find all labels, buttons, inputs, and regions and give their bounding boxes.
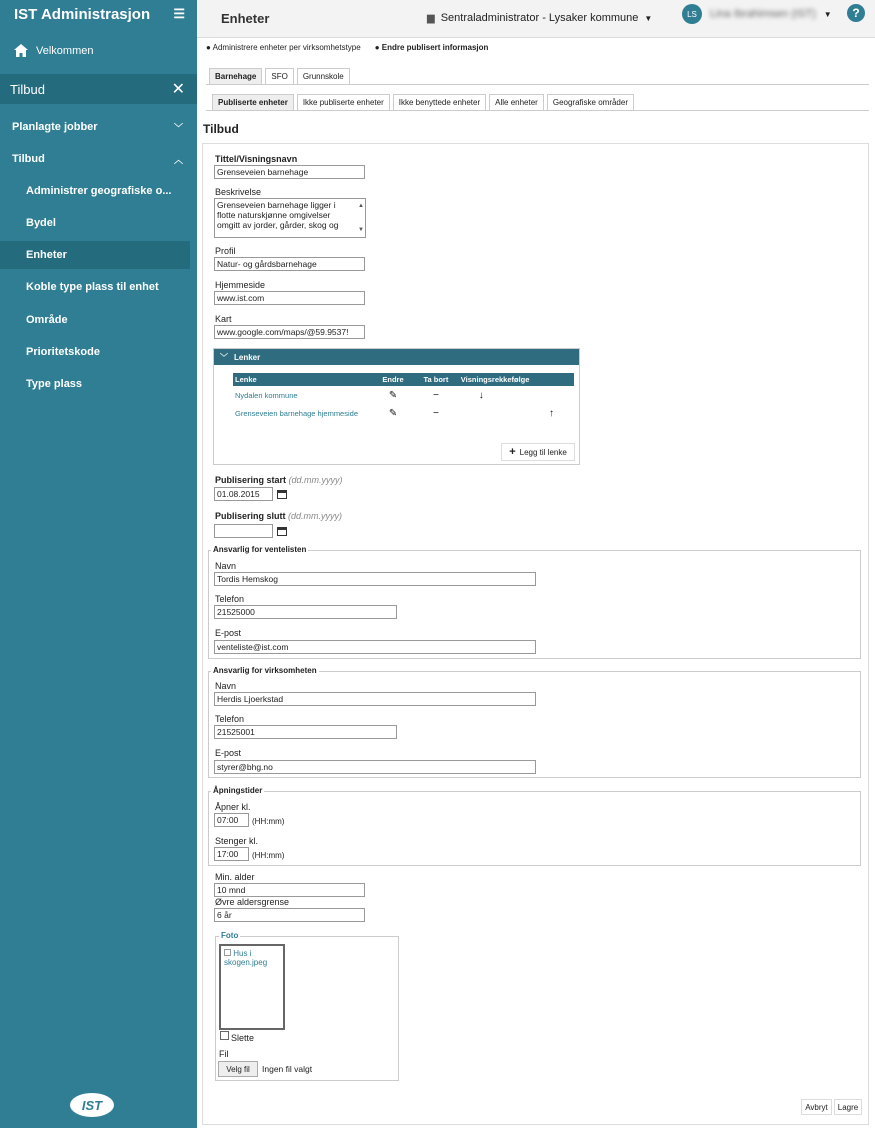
business-name-input[interactable]: Herdis Ljoerkstad [214, 692, 536, 706]
pub-start-input[interactable]: 01.08.2015 [214, 487, 273, 501]
links-table [233, 373, 574, 422]
business-email-input[interactable]: styrer@bhg.no [214, 760, 536, 774]
email-label: E-post [215, 748, 242, 758]
phone-label: Telefon [215, 714, 245, 724]
business-phone-input[interactable]: 21525001 [214, 725, 397, 739]
waitlist-legend: Ansvarlig for ventelisten [213, 545, 307, 554]
website-input[interactable]: www.ist.com [214, 291, 365, 305]
opens-label: Åpner kl. [215, 802, 251, 812]
pub-end-label [215, 511, 342, 521]
chevron-down-icon: ﹀ [220, 352, 228, 362]
name-label: Navn [215, 681, 237, 691]
map-label: Kart [215, 314, 232, 324]
org-selector[interactable] [427, 12, 652, 24]
user-menu[interactable] [682, 4, 832, 24]
links-panel [213, 348, 580, 465]
description-textarea[interactable] [214, 198, 366, 238]
sidebar-group-planned[interactable] [0, 113, 197, 141]
move-down-icon[interactable]: ↓ [478, 389, 484, 401]
building-icon: ▆ [427, 12, 435, 24]
sidebar-item-label: Type plass [26, 378, 83, 390]
waitlist-email-input[interactable]: venteliste@ist.com [214, 640, 536, 654]
add-link-label: Legg til lenke [519, 447, 567, 457]
chevron-up-icon: ︿ [173, 154, 183, 165]
divider [206, 110, 869, 111]
avatar: LS [682, 4, 702, 24]
caret-down-icon: ▼ [644, 13, 653, 23]
opens-input[interactable]: 07:00 [214, 813, 249, 827]
date-format-hint: (dd.mm.yyyy) [288, 475, 343, 485]
sidebar-item-label: Område [26, 314, 68, 326]
sidebar [0, 0, 197, 1128]
page-title: Enheter [221, 11, 270, 26]
sidebar-group-label: Tilbud [12, 153, 45, 165]
column-header: Visningsrekkefølge [459, 373, 574, 386]
hours-legend: Åpningstider [213, 786, 263, 795]
broken-image-icon [224, 949, 231, 956]
max-age-input[interactable]: 6 år [214, 908, 365, 922]
add-link-button[interactable] [501, 443, 575, 461]
tab-sfo[interactable]: SFO [265, 68, 293, 84]
collapse-menu-icon[interactable]: ☰ [173, 6, 185, 21]
ist-logo: IST [70, 1093, 114, 1117]
calendar-icon[interactable] [277, 527, 287, 536]
links-panel-header[interactable] [214, 349, 579, 365]
section-title: Tilbud [203, 122, 239, 136]
textarea-scrollbar[interactable]: ▲ ▼ [358, 203, 364, 233]
unit-tabs [212, 94, 634, 110]
phone-label: Telefon [215, 594, 245, 604]
pub-start-label [215, 475, 343, 485]
min-age-label: Min. alder [215, 872, 255, 882]
photo-legend: Foto [221, 931, 239, 940]
sidebar-item-label: Prioritetskode [26, 346, 100, 358]
sidebar-item-enheter[interactable] [0, 241, 190, 269]
hours-fieldset [208, 791, 861, 866]
move-up-icon[interactable]: ↑ [549, 407, 554, 419]
time-format-hint: (HH:mm) [252, 851, 285, 860]
photo-image [219, 944, 285, 1030]
user-name: Lina Ibrahimsen (IST) [710, 8, 816, 20]
sidebar-item-omrade[interactable] [0, 306, 190, 334]
profile-label: Profil [215, 246, 236, 256]
pub-start-label-text: Publisering start [215, 475, 287, 485]
email-label: E-post [215, 628, 242, 638]
type-tabs [209, 68, 350, 84]
save-button[interactable]: Lagre [834, 1099, 862, 1115]
sidebar-section-tilbud[interactable] [0, 74, 197, 104]
time-format-hint: (HH:mm) [252, 817, 285, 826]
radio-label: Administrere enheter per virksomhetstype [212, 43, 361, 52]
sidebar-item-label: Koble type plass til enhet [26, 281, 159, 293]
column-header: Lenke [233, 373, 373, 386]
delete-label: Slette [231, 1033, 255, 1043]
mode-radio-group [206, 43, 488, 52]
tab-barnehage[interactable]: Barnehage [209, 68, 262, 84]
column-header: Ta bort [413, 373, 459, 386]
sidebar-item-prioritetskode[interactable] [0, 338, 190, 366]
no-file-text: Ingen fil valgt [262, 1064, 313, 1074]
org-name: Sentraladministrator - Lysaker kommune [440, 12, 639, 24]
link-name[interactable]: Grenseveien barnehage hjemmeside [235, 408, 358, 418]
plus-icon: + [509, 446, 516, 458]
radio-admin-types[interactable]: ● Administrere enheter per virksomhetstype [206, 43, 361, 52]
description-label: Beskrivelse [215, 187, 262, 197]
map-input[interactable]: www.google.com/maps/@59.9537! [214, 325, 365, 339]
radio-label: Endre publisert informasjon [381, 43, 489, 52]
name-label: Navn [215, 561, 237, 571]
radio-edit-published[interactable]: ● Endre publisert informasjon [374, 43, 489, 52]
tab-geo-areas[interactable]: Geografiske områder [547, 94, 634, 110]
description-line: flotte naturskjønne omgivelser [217, 210, 331, 220]
sidebar-group-offers[interactable] [0, 145, 197, 173]
description-line: Grenseveien barnehage ligger i [217, 200, 336, 210]
closes-label: Stenger kl. [215, 836, 259, 846]
link-name[interactable]: Nydalen kommune [235, 390, 298, 400]
sidebar-item-geo[interactable] [0, 177, 190, 205]
help-icon[interactable]: ? [847, 4, 865, 22]
date-format-hint: (dd.mm.yyyy) [288, 511, 343, 521]
waitlist-name-input[interactable]: Tordis Hemskog [214, 572, 536, 586]
closes-input[interactable]: 17:00 [214, 847, 249, 861]
image-alt-text: Hus i skogen.jpeg [224, 949, 268, 967]
app-title: IST Administrasjon [14, 5, 151, 23]
tab-grunnskole[interactable]: Grunnskole [297, 68, 350, 84]
sidebar-item-label: Bydel [26, 217, 56, 229]
home-icon [14, 44, 28, 57]
description-line: omgitt av jorder, gårder, skog og [217, 220, 339, 230]
tab-published[interactable]: Publiserte enheter [212, 94, 294, 110]
remove-icon[interactable]: − [433, 407, 439, 419]
waitlist-phone-input[interactable]: 21525000 [214, 605, 397, 619]
pub-end-label-text: Publisering slutt [215, 511, 286, 521]
choose-file-button[interactable]: Velg fil [218, 1061, 258, 1077]
chevron-down-icon: ﹀ [173, 122, 183, 133]
tab-all[interactable]: Alle enheter [489, 94, 544, 110]
min-age-input[interactable]: 10 mnd [214, 883, 365, 897]
table-row [233, 386, 574, 404]
column-header: Endre [373, 373, 413, 386]
links-panel-title: Lenker [234, 352, 261, 362]
sidebar-item-koble[interactable] [0, 273, 190, 301]
app-header [0, 0, 197, 28]
sidebar-section-label: Tilbud [10, 81, 45, 97]
profile-input[interactable]: Natur- og gårdsbarnehage [214, 257, 365, 271]
tab-unused[interactable]: Ikke benyttede enheter [393, 94, 486, 110]
file-label: Fil [219, 1049, 229, 1059]
max-age-label: Øvre aldersgrense [215, 897, 290, 907]
title-input[interactable]: Grenseveien barnehage [214, 165, 365, 179]
sidebar-item-type-plass[interactable] [0, 370, 190, 398]
sidebar-item-welcome[interactable] [14, 44, 93, 57]
sidebar-item-label: Velkommen [36, 44, 94, 57]
sidebar-group-label: Planlagte jobber [12, 121, 98, 133]
top-bar [197, 0, 875, 38]
business-legend: Ansvarlig for virksomheten [213, 666, 317, 675]
delete-checkbox[interactable] [220, 1031, 229, 1040]
pub-end-input[interactable] [214, 524, 273, 538]
divider [206, 84, 869, 85]
close-icon[interactable]: ✕ [171, 81, 185, 98]
sidebar-item-label: Administrer geografiske o... [26, 185, 172, 197]
title-label: Tittel/Visningsnavn [215, 154, 298, 164]
sidebar-item-bydel[interactable] [0, 209, 190, 237]
edit-icon[interactable]: ✎ [388, 407, 398, 419]
website-label: Hjemmeside [215, 280, 266, 290]
tab-unpublished[interactable]: Ikke publiserte enheter [297, 94, 390, 110]
cancel-button[interactable]: Avbryt [801, 1099, 832, 1115]
calendar-icon[interactable] [277, 490, 287, 499]
caret-down-icon: ▼ [823, 9, 832, 19]
edit-icon[interactable]: ✎ [388, 389, 398, 401]
table-row [233, 404, 574, 422]
sidebar-item-label: Enheter [26, 249, 67, 261]
remove-icon[interactable]: − [433, 389, 439, 401]
